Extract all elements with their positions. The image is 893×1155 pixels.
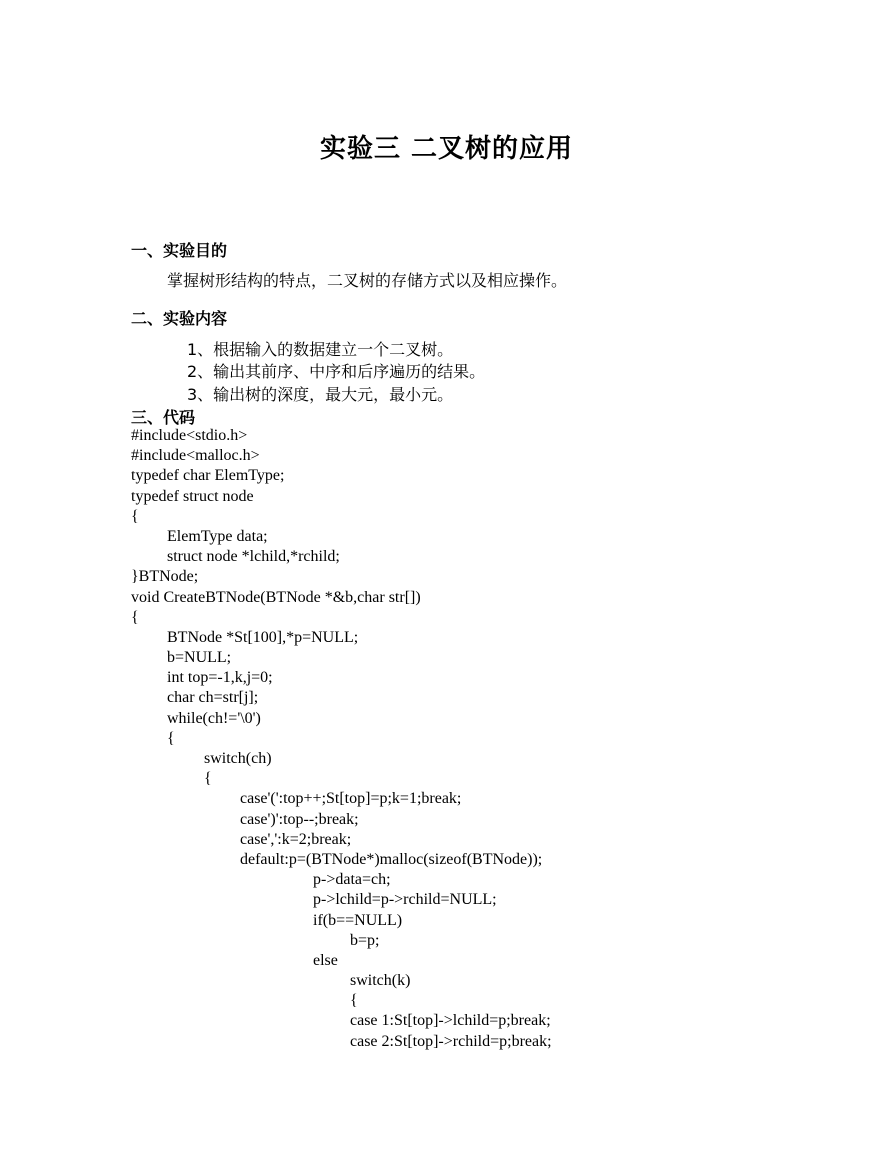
code-line: p->data=ch; — [313, 871, 391, 889]
code-line: if(b==NULL) — [313, 911, 403, 929]
code-line: BTNode *St[100],*p=NULL; — [167, 628, 359, 646]
code-line: b=p; — [350, 931, 380, 949]
code-line: { — [131, 507, 139, 525]
code-line: { — [350, 992, 358, 1010]
code-line: { — [131, 608, 139, 626]
section-heading-purpose: 一、实验目的 — [131, 241, 228, 260]
code-line: switch(ch) — [204, 750, 272, 767]
section-heading-code: 三、代码 — [131, 408, 196, 427]
document-title: 实验三 二叉树的应用 — [319, 134, 574, 164]
code-line: b=NULL; — [167, 649, 232, 667]
code-line: int top=-1,k,j=0; — [167, 669, 273, 687]
content-item-2: 2、输出其前序、中序和后序遍历的结果。 — [187, 362, 486, 381]
code-line: default:p=(BTNode*)malloc(sizeof(BTNode)); — [240, 850, 543, 868]
code-line: ElemType data; — [167, 527, 268, 545]
code-line: case')':top--;break; — [240, 810, 359, 828]
code-line: switch(k) — [350, 972, 411, 990]
code-line: else — [313, 951, 338, 969]
code-line: case 2:St[top]->rchild=p;break; — [350, 1032, 552, 1050]
code-line: char ch=str[j]; — [167, 689, 259, 707]
code-line: case',':k=2;break; — [240, 830, 352, 848]
purpose-text: 掌握树形结构的特点，二叉树的存储方式以及相应操作。 — [167, 271, 568, 290]
content-item-3: 3、输出树的深度，最大元，最小元。 — [187, 385, 454, 404]
section-heading-content: 二、实验内容 — [131, 309, 228, 328]
code-line: case 1:St[top]->lchild=p;break; — [350, 1012, 551, 1030]
code-line: typedef struct node — [131, 487, 254, 505]
code-line: #include<malloc.h> — [131, 447, 260, 465]
code-line: typedef char ElemType; — [131, 467, 285, 485]
content-item-1: 1、根据输入的数据建立一个二叉树。 — [187, 340, 454, 359]
code-line: #include<stdio.h> — [131, 427, 248, 444]
code-line: struct node *lchild,*rchild; — [167, 548, 340, 566]
code-line: void CreateBTNode(BTNode *&b,char str[]) — [131, 588, 421, 606]
code-line: { — [204, 770, 212, 788]
code-line: while(ch!='\0') — [167, 709, 261, 727]
code-block — [131, 426, 552, 1052]
code-line: p->lchild=p->rchild=NULL; — [313, 891, 497, 909]
code-line: }BTNode; — [131, 568, 199, 586]
code-line: case'(':top++;St[top]=p;k=1;break; — [240, 790, 462, 808]
code-line: { — [167, 729, 175, 747]
